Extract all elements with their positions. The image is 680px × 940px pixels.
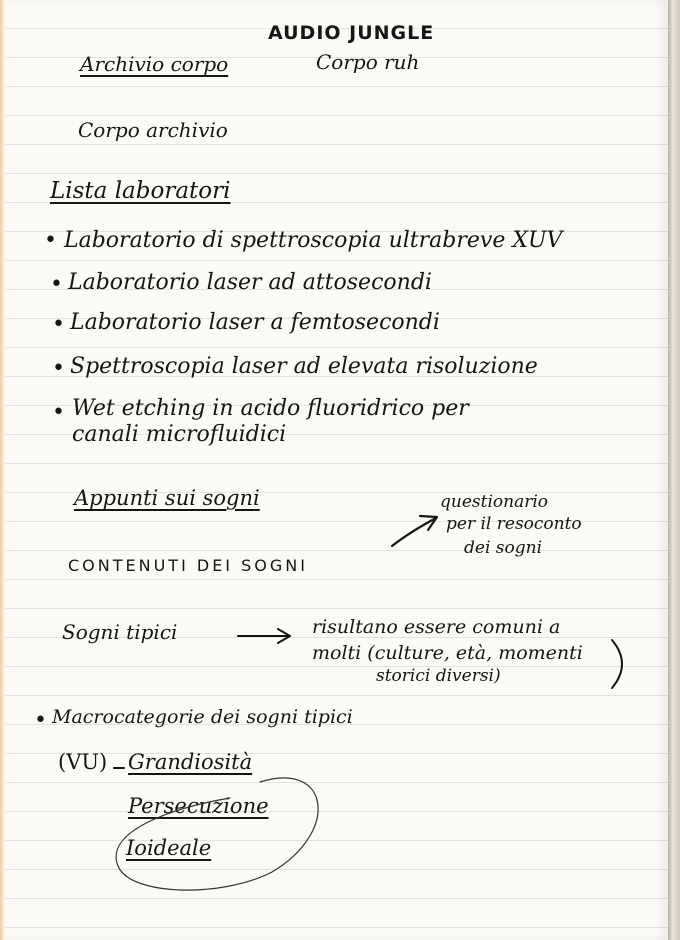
arrow-to-questionnaire-icon [392,518,436,546]
lab-item-5-cont: canali microfluidici [72,422,287,447]
page-binding-edge [668,0,680,940]
lab-item-5: Wet etching in acido fluoridrico per [72,396,469,421]
bullet-mark: • [34,708,47,733]
bullet-mark: • [44,228,57,253]
typical-line-3: storici diversi) [376,666,501,686]
corpus-archive-label: Corpo archivio [78,118,228,142]
implies-arrow-icon [238,629,290,643]
bullet-mark: • [52,356,65,381]
note-line-2: per il resoconto [446,514,582,534]
category-2: Persecuzione [128,794,269,818]
typical-dreams-label: Sogni tipici [62,620,178,644]
note-line-3: dei sogni [464,538,543,558]
circled-categories-icon [116,778,318,890]
note-line-1: questionario [440,492,549,512]
category-marker: (VU) [58,750,108,774]
macro-categories-heading: Macrocategorie dei sogni tipici [52,706,353,728]
archive-label: Archivio corpo [80,52,229,76]
bullet-mark: • [52,312,65,337]
dreams-heading: Appunti sui sogni [74,486,260,510]
lab-item-2: Laboratorio laser ad attosecondi [68,270,432,295]
closing-parenthesis-icon [612,640,622,688]
category-1: Grandiosità [128,750,253,774]
lab-item-1: Laboratorio di spettroscopia ultrabreve XUV [64,228,563,253]
category-3: Ioideale [126,836,212,860]
bullet-mark: • [50,272,63,297]
labs-heading: Lista laboratori [50,178,231,204]
typical-line-2: molti (culture, età, momenti [312,642,583,664]
lab-item-4: Spettroscopia laser ad elevata risoluzione [70,354,538,379]
dream-contents-label: CONTENUTI DEI SOGNI [68,556,308,575]
typical-line-1: risultano essere comuni a [312,616,561,638]
bullet-mark: • [52,400,65,425]
corpus-label: Corpo ruh [316,50,420,74]
page-header: AUDIO JUNGLE [268,22,435,44]
lab-item-3: Laboratorio laser a femtosecondi [70,310,440,335]
